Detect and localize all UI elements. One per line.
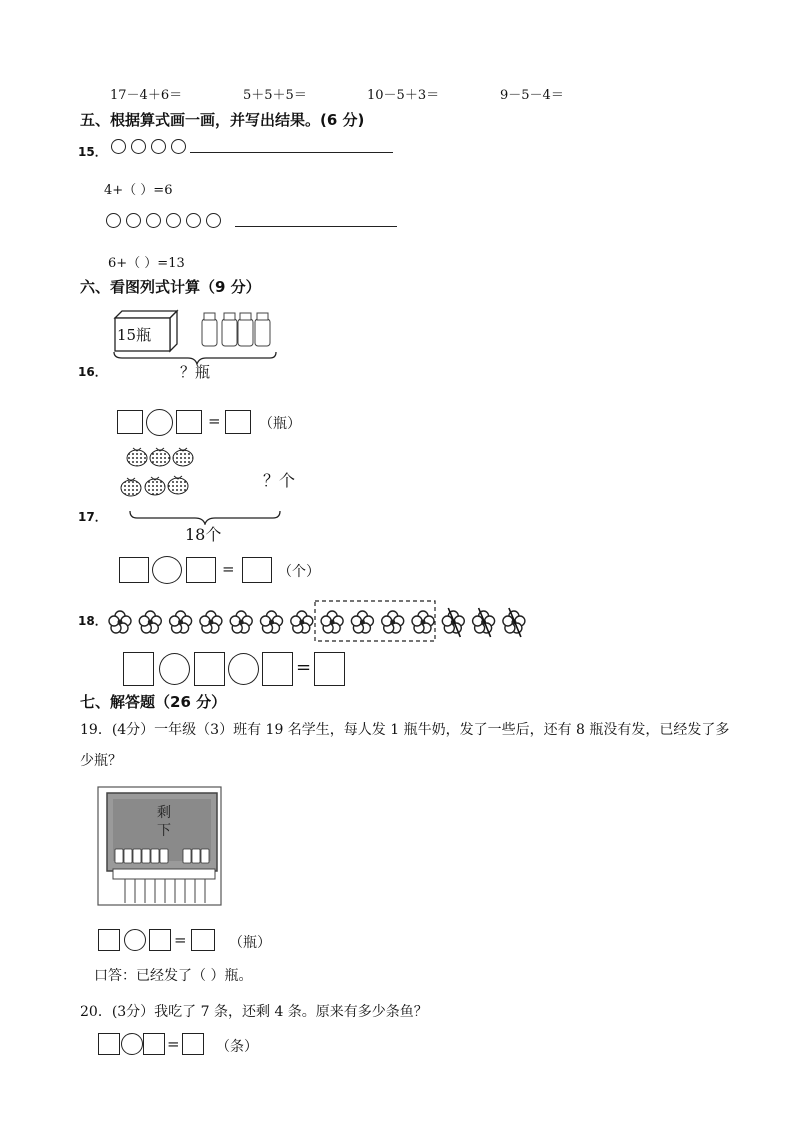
q19-text-line1: 19．(4分）一年级（3）班有 19 名学生，每人发 1 瓶牛奶，发了一些后，还有 8 瓶没有发，已经发了多 (80, 722, 730, 738)
q16-brace-label: ？瓶 (180, 363, 211, 381)
q15-equation-1: 4+（ ）=6 (104, 183, 173, 198)
circle-icon (131, 139, 146, 154)
answer-box[interactable] (149, 929, 171, 951)
equals-sign: = (296, 657, 312, 678)
flower-icon (291, 611, 313, 633)
flower-icon (109, 611, 131, 633)
q15-answer-line-2[interactable] (235, 226, 397, 227)
equals-sign: = (208, 412, 221, 430)
circle-icon (151, 139, 166, 154)
q16-number: 16． (78, 365, 107, 379)
answer-box[interactable] (143, 1033, 165, 1055)
arith-item-2: 5＋5＋5＝ (243, 88, 307, 103)
operator-circle[interactable] (121, 1033, 143, 1055)
q18-flower-row (100, 598, 530, 646)
flower-icon (503, 608, 525, 637)
flower-icon (473, 608, 495, 637)
circle-icon (111, 139, 126, 154)
q15-number: 15． (78, 145, 107, 159)
q15-equation-2: 6+（ ）=13 (108, 256, 185, 271)
section5-title: 五、根据算式画一画，并写出结果。(6 分) (80, 111, 365, 129)
operator-circle[interactable] (124, 929, 146, 951)
circle-icon (171, 139, 186, 154)
q17-unit: （个） (278, 564, 320, 580)
answer-box[interactable] (194, 652, 225, 686)
equals-sign: = (222, 560, 235, 578)
board-char-1: 剩 (157, 805, 171, 821)
circle-icon (126, 213, 141, 228)
operator-circle[interactable] (152, 556, 182, 584)
operator-circle[interactable] (228, 653, 259, 685)
arith-item-4: 9－5－4＝ (500, 88, 564, 103)
q18-number: 18． (78, 614, 107, 628)
q15-answer-line-1[interactable] (190, 152, 393, 153)
circle-icon (146, 213, 161, 228)
answer-box[interactable] (117, 410, 143, 434)
answer-box[interactable] (225, 410, 251, 434)
strawberry-icon (121, 448, 193, 496)
bottle-icon (202, 313, 270, 346)
answer-box[interactable] (119, 557, 149, 583)
circle-icon (186, 213, 201, 228)
flower-icon (382, 611, 404, 633)
flower-icon (261, 611, 283, 633)
board-char-2: 下 (157, 823, 171, 839)
flower-icon (412, 611, 434, 633)
flower-icon (321, 611, 343, 633)
arith-item-3: 10－5＋3＝ (367, 88, 440, 103)
section6-title: 六、看图列式计算（9 分） (80, 278, 261, 296)
answer-box[interactable] (98, 929, 120, 951)
answer-box[interactable] (262, 652, 293, 686)
answer-box[interactable] (191, 929, 215, 951)
equals-sign: = (167, 1035, 180, 1053)
q19-answer-line[interactable]: 口答：已经发了（ ）瓶。 (94, 968, 253, 984)
q16-unit: （瓶） (259, 416, 301, 432)
equals-sign: = (174, 931, 187, 949)
q19-unit: （瓶） (229, 935, 271, 951)
answer-box[interactable] (314, 652, 345, 686)
q17-brace-label: 18个 (185, 525, 222, 544)
answer-box[interactable] (176, 410, 202, 434)
flower-icon (442, 608, 464, 637)
answer-box[interactable] (242, 557, 272, 583)
answer-box[interactable] (98, 1033, 120, 1055)
flower-icon (200, 611, 222, 633)
bottle-icon (115, 849, 209, 863)
answer-box[interactable] (186, 557, 216, 583)
flower-icon (170, 611, 192, 633)
answer-box[interactable] (123, 652, 154, 686)
q20-text: 20．(3分）我吃了 7 条，还剩 4 条。原来有多少条鱼？ (80, 1004, 428, 1020)
circle-icon (106, 213, 121, 228)
q17-question-label: ？个 (263, 471, 296, 490)
flowers-group (109, 608, 525, 637)
q16-box-label: 15瓶 (117, 326, 152, 344)
q19-text-line2: 少瓶？ (80, 753, 122, 769)
answer-box[interactable] (182, 1033, 204, 1055)
q20-unit: （条） (216, 1039, 258, 1055)
flower-icon (351, 611, 373, 633)
operator-circle[interactable] (146, 409, 173, 436)
section7-title: 七、解答题（26 分） (80, 693, 227, 711)
circle-icon (166, 213, 181, 228)
operator-circle[interactable] (159, 653, 190, 685)
flower-icon (230, 611, 252, 633)
flower-icon (139, 611, 161, 633)
arith-item-1: 17－4＋6＝ (110, 88, 183, 103)
table-top (113, 869, 215, 879)
q17-number: 17． (78, 510, 107, 524)
circle-icon (206, 213, 221, 228)
